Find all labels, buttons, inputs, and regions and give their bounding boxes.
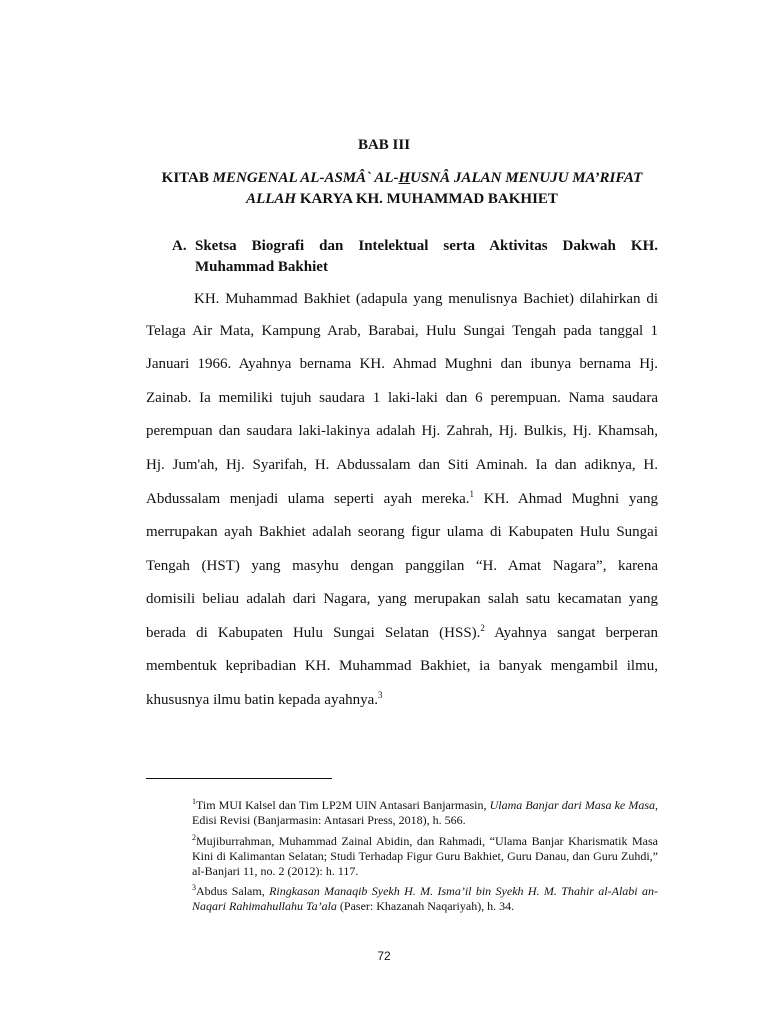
footnote-3 [146, 884, 658, 914]
paragraph-line [146, 691, 658, 709]
paragraph-line: KH. Muhammad Bakhiet (adapula yang menulisnya Bachiet) dilahirkan di [194, 291, 658, 307]
paragraph-line [146, 624, 658, 642]
footnote-text: Abdus Salam, [196, 884, 270, 898]
paragraph-text: KH. Ahmad Mughni yang [474, 491, 658, 507]
paragraph-line: Januari 1966. Ayahnya bernama KH. Ahmad Mughni dan ibunya bernama Hj. [146, 356, 658, 372]
title-italic-part2: USNÂ JALAN MENUJU MA’RIFAT [410, 170, 643, 186]
paragraph-line: perempuan dan saudara laki-lakinya adalah Hj. Zahrah, Hj. Bulkis, Hj. Khamsah, [146, 423, 658, 439]
paragraph-line: Tengah (HST) yang masyhu dengan panggilan “H. Amat Nagara”, karena [146, 558, 658, 574]
paragraph-line: Hj. Jum'ah, Hj. Syarifah, H. Abdussalam dan Siti Aminah. Ia dan adiknya, H. [146, 457, 658, 473]
footnote-ref-1[interactable]: 1 [469, 489, 475, 499]
title-underlined-letter: H [398, 170, 411, 186]
chapter-title [146, 168, 658, 210]
footnote-text: (Paser: Khazanah Naqariyah), h. 34. [336, 899, 515, 913]
footnote-number: 2 [192, 833, 196, 842]
title-prefix: KITAB [161, 170, 213, 186]
paragraph-line: domisili beliau adalah dari Nagara, yang merupakan salah satu kecamatan yang [146, 591, 658, 607]
footnote-2 [146, 834, 658, 879]
paragraph-text: Ayahnya sangat berperan [484, 625, 658, 641]
paragraph-text: khususnya ilmu batin kepada ayahnya. [146, 692, 379, 708]
footnote-text: , Edisi Revisi (Banjarmasin: Antasari Press, 2018), h. 566. [192, 798, 658, 827]
title-italic-part3: ALLAH [246, 191, 297, 207]
title-italic-part1: MENGENAL AL-ASMÂ` AL- [212, 170, 399, 186]
footnote-number: 3 [192, 883, 196, 892]
footnote-italic-title: Ringkasan Manaqib Syekh H. M. Isma’il bin Syekh H. M. Thahir al-Alabi an-Naqari Rahimahullahu Ta’ala [192, 884, 658, 913]
paragraph-line: Zainab. Ia memiliki tujuh saudara 1 laki-laki dan 6 perempuan. Nama saudara [146, 390, 658, 406]
paragraph-line: Telaga Air Mata, Kampung Arab, Barabai, Hulu Sungai Tengah pada tanggal 1 [146, 323, 658, 339]
page-number: 72 [377, 949, 391, 963]
title-suffix: KARYA KH. MUHAMMAD BAKHIET [296, 191, 558, 207]
paragraph-line: membentuk kepribadian KH. Muhammad Bakhiet, ia banyak mengambil ilmu, [146, 658, 658, 674]
footnote-text: Mujiburrahman, Muhammad Zainal Abidin, dan Rahmadi, “Ulama Banjar Kharismatik Masa Kini di Kalimantan Selatan; Studi Terhadap Figur Guru Bakhiet, Guru Danau, dan Guru Zuhdi,” al-Banjari 11, no. 2 (2012): h. 117. [192, 834, 658, 878]
section-title: Sketsa Biografi dan Intelektual serta Aktivitas Dakwah KH. Muhammad Bakhiet [195, 238, 658, 275]
footnote-1 [146, 798, 658, 828]
footnote-number: 1 [192, 797, 196, 806]
chapter-heading: BAB III [357, 137, 411, 153]
section-label: A. [172, 238, 187, 254]
footnote-ref-2[interactable]: 2 [480, 623, 485, 633]
paragraph-line: merrupakan ayah Bakhiet adalah seorang figur ulama di Kabupaten Hulu Sungai [146, 524, 658, 540]
paragraph-text: Abdussalam menjadi ulama seperti ayah mereka. [146, 491, 470, 507]
paragraph-text: berada di Kabupaten Hulu Sungai Selatan (HSS). [146, 625, 481, 641]
footnote-ref-3[interactable]: 3 [378, 690, 383, 700]
footnote-text: Tim MUI Kalsel dan Tim LP2M UIN Antasari Banjarmasin, [196, 798, 490, 812]
footnote-separator [146, 778, 332, 779]
paragraph-line [146, 490, 658, 508]
footnote-italic-title: Ulama Banjar dari Masa ke Masa [489, 798, 655, 812]
